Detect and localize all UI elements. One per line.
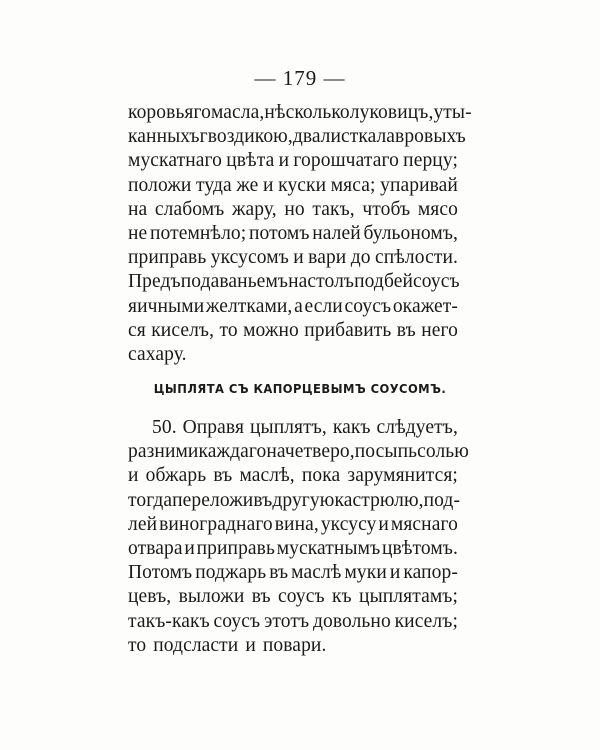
word: приправь: [128, 247, 207, 269]
word: бульономъ,: [363, 222, 458, 244]
word: лавровыхъ: [376, 126, 466, 148]
text-line: [128, 246, 458, 270]
word: и: [263, 174, 274, 196]
word: капор-: [403, 562, 458, 584]
text-line: [128, 513, 458, 537]
text-line: [128, 610, 458, 634]
word: уксусу: [320, 513, 377, 535]
word: и: [389, 562, 401, 584]
text-line: [128, 561, 458, 585]
word: соусъ: [213, 610, 261, 632]
word: въ: [253, 489, 273, 511]
paragraph-2: [128, 416, 469, 658]
word: а: [294, 295, 303, 317]
word: цвѣта: [226, 150, 275, 172]
word: яичными: [128, 295, 205, 317]
word: цевъ,: [128, 586, 172, 608]
word: маслѣ: [291, 562, 342, 584]
word: и: [128, 465, 139, 487]
word: въ: [396, 319, 416, 341]
text-line: [128, 585, 458, 609]
word: мускатнымъ: [276, 537, 381, 559]
text-line: [128, 222, 458, 246]
word: то: [128, 634, 147, 656]
word: и: [378, 513, 389, 535]
word: потомъ: [248, 222, 310, 244]
text-line: [128, 440, 469, 464]
word: поджарь: [195, 562, 267, 584]
text-line: [128, 198, 458, 222]
word: повари.: [262, 634, 327, 656]
word: уксусомъ: [210, 247, 289, 269]
word: подаваньемъ: [180, 271, 289, 293]
word: мяса;: [330, 174, 376, 196]
word: соусъ: [278, 586, 325, 608]
word: ся: [128, 319, 146, 341]
word: и: [245, 634, 256, 656]
text-line: [128, 416, 458, 440]
word: маслѣ,: [239, 465, 295, 487]
word: цыплятъ,: [249, 417, 327, 438]
word: разними: [128, 441, 199, 463]
word: листка: [320, 126, 377, 148]
word: чтобъ: [362, 198, 411, 220]
word: желтками,: [205, 295, 293, 317]
word: Оправя: [182, 417, 245, 438]
word: вина,: [274, 513, 319, 535]
word: такъ,: [312, 198, 355, 220]
word: соусъ: [344, 295, 392, 317]
text-line: [128, 634, 458, 658]
paragraph-1: [128, 101, 472, 367]
text-line: [128, 464, 458, 488]
word: Предъ: [128, 271, 181, 293]
word: киселъ;: [394, 610, 458, 632]
word: и: [278, 150, 290, 172]
word: муки: [344, 562, 387, 584]
word: два: [292, 126, 321, 148]
word: довольно: [312, 610, 391, 632]
word: каждаго: [198, 441, 267, 463]
recipe-heading: ЦЫПЛЯТА СЪ КАПОРЦЕВЫМЪ СОУСОМЪ.: [153, 381, 447, 396]
word: туда: [196, 174, 232, 196]
word: гвоздикою,: [199, 126, 293, 148]
word: такъ-какъ: [128, 610, 210, 632]
word: же: [236, 174, 259, 196]
word: прибавить: [304, 319, 392, 341]
word: зарумянится;: [347, 465, 458, 487]
word: соусъ: [413, 271, 460, 293]
word: мяснаго: [390, 513, 458, 535]
word: потемнѣло;: [149, 222, 247, 244]
word: на: [288, 271, 308, 293]
word: но: [284, 198, 305, 220]
word: цвѣтомъ.: [381, 537, 458, 559]
word: масла,: [210, 102, 265, 123]
word: другую: [272, 489, 335, 511]
word: под-: [423, 489, 461, 511]
word: горошчатаго: [293, 150, 399, 172]
word: если: [304, 295, 343, 317]
word: обжарь: [145, 465, 207, 487]
text-line: [128, 319, 458, 343]
word: на: [128, 198, 148, 220]
word: канныхъ: [128, 126, 200, 148]
word: какъ: [332, 417, 371, 438]
text-line: [128, 537, 458, 561]
word: до: [350, 247, 371, 269]
word: можно: [243, 319, 299, 341]
word: лей: [128, 513, 158, 535]
word: жару,: [231, 198, 277, 220]
word: мясо: [417, 198, 458, 220]
text-line: [128, 174, 458, 198]
text-line: [128, 343, 458, 367]
word: тогда: [128, 489, 173, 511]
text-line: [128, 149, 458, 173]
word: посыпь: [354, 441, 418, 463]
text-line: [128, 489, 461, 513]
word: выложи: [178, 586, 245, 608]
word: начетверо,: [266, 441, 355, 463]
text-line: [128, 295, 458, 319]
word: куски: [278, 174, 327, 196]
word: и: [184, 537, 195, 559]
word: окажет-: [392, 295, 458, 317]
page-number: — 179 —: [254, 66, 346, 90]
word: переложи: [172, 489, 254, 511]
text-line: [128, 125, 466, 149]
word: отвара: [128, 537, 183, 559]
word: киселъ,: [151, 319, 215, 341]
word: этотъ: [263, 610, 310, 632]
word: 50.: [152, 417, 177, 438]
word: луковицъ,: [349, 102, 434, 123]
word: въ: [251, 586, 271, 608]
word: кастрюлю,: [334, 489, 424, 511]
word: въ: [213, 465, 233, 487]
word: спѣлости.: [374, 247, 458, 269]
word: то: [219, 319, 238, 341]
word: солью: [417, 441, 469, 463]
word: и: [293, 247, 304, 269]
word: приправь: [196, 537, 275, 559]
word: подбей: [354, 271, 413, 293]
word: мускатнаго: [128, 150, 222, 172]
word: вари: [308, 247, 347, 269]
word: цыплятамъ;: [359, 586, 458, 608]
word: къ: [331, 586, 352, 608]
word: не: [128, 222, 148, 244]
text-line: [128, 101, 472, 125]
word: слѣдуетъ,: [376, 417, 458, 438]
word: сахару.: [128, 343, 187, 365]
word: него: [421, 319, 458, 341]
word: коровьяго: [128, 102, 211, 123]
word: столъ: [307, 271, 355, 293]
word: перцу;: [403, 150, 458, 172]
word: уты-: [433, 102, 472, 123]
word: нѣсколько: [264, 102, 350, 123]
word: слабомъ: [154, 198, 225, 220]
word: налей: [312, 222, 361, 244]
word: Потомъ: [128, 562, 193, 584]
text-line: [128, 270, 458, 294]
word: въ: [269, 562, 289, 584]
word: упаривай: [380, 174, 458, 196]
word: пока: [301, 465, 341, 487]
word: винограднаго: [159, 513, 273, 535]
word: подсласти: [153, 634, 239, 656]
word: положи: [128, 174, 192, 196]
